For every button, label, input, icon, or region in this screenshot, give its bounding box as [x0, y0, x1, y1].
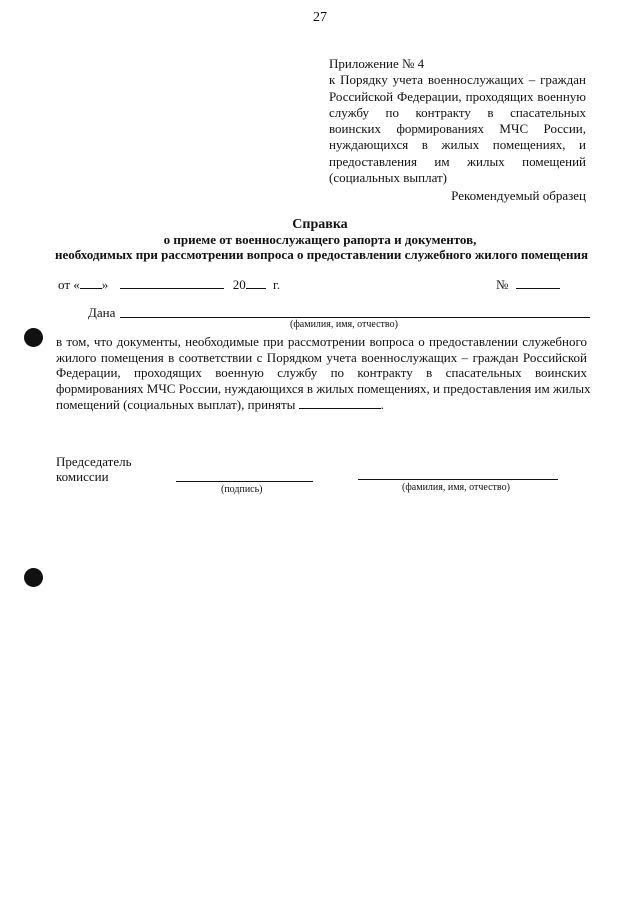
year-prefix: 20 — [232, 277, 246, 292]
appendix-block — [329, 56, 586, 186]
appendix-line: Российской Федерации, проходящих военную — [329, 88, 586, 104]
appendix-line: предоставления им жилых помещений — [329, 153, 586, 169]
punch-hole-mark — [24, 328, 43, 347]
document-title: Справка — [292, 217, 348, 232]
signature-caption: (подпись) — [221, 484, 263, 495]
body-last-text: помещений (социальных выплат), приняты — [56, 397, 296, 412]
year-blank[interactable] — [246, 276, 266, 289]
body-line: жилого помещения в соответствии с Порядком учета военнослужащих – граждан Российской — [56, 349, 587, 365]
appendix-line: (социальных выплат) — [329, 170, 448, 186]
appendix-line: службу по контракту в спасательных — [329, 104, 586, 120]
month-blank[interactable] — [120, 276, 224, 289]
document-subtitle-line-2: необходимых при рассмотрении вопроса о предоставлении служебного жилого помещения — [55, 247, 589, 262]
chairman-label — [56, 454, 132, 484]
appendix-line: воинских формированиях МЧС России, — [329, 121, 586, 137]
given-name-blank[interactable] — [120, 317, 590, 318]
number-row — [496, 276, 560, 293]
punch-hole-mark — [24, 568, 43, 587]
accepted-blank[interactable] — [299, 396, 381, 409]
body-line: Федерации, проходящих военную службу по контракту в спасательных воинских — [56, 365, 587, 380]
appendix-line: нуждающихся в жилых помещениях, и — [329, 137, 586, 153]
body-last-punct: . — [380, 397, 384, 412]
body-line: в том, что документы, необходимые при рассмотрении вопроса о предоставлении служебного — [56, 334, 587, 349]
given-caption: (фамилия, имя, отчество) — [290, 319, 398, 330]
appendix-title: Приложение № 4 — [329, 56, 425, 71]
body-line: формированиях МЧС России, нуждающихся в жилых помещениях, и предоставления им жилых — [56, 380, 591, 396]
date-prefix: от « — [58, 277, 80, 292]
body-line-last — [56, 396, 587, 413]
document-subtitle-line-1: о приеме от военнослужащего рапорта и документов, — [163, 232, 477, 247]
sample-label: Рекомендуемый образец — [451, 188, 586, 203]
year-suffix: г. — [273, 277, 281, 292]
appendix-line: к Порядку учета военнослужащих – граждан — [329, 72, 586, 88]
body-text — [56, 334, 591, 413]
chairman-line-1: Председатель — [56, 454, 132, 469]
chairman-name-blank[interactable] — [358, 479, 558, 480]
date-quote-close: » — [101, 277, 109, 292]
chairman-line-2: комиссии — [56, 469, 109, 484]
signature-blank[interactable] — [176, 481, 313, 482]
page-number: 27 — [313, 10, 327, 25]
day-blank[interactable] — [80, 276, 102, 289]
number-label: № — [496, 277, 509, 292]
date-row — [58, 276, 280, 293]
number-blank[interactable] — [516, 276, 560, 289]
chairman-name-caption: (фамилия, имя, отчество) — [402, 482, 510, 493]
given-label: Дана — [88, 305, 116, 320]
